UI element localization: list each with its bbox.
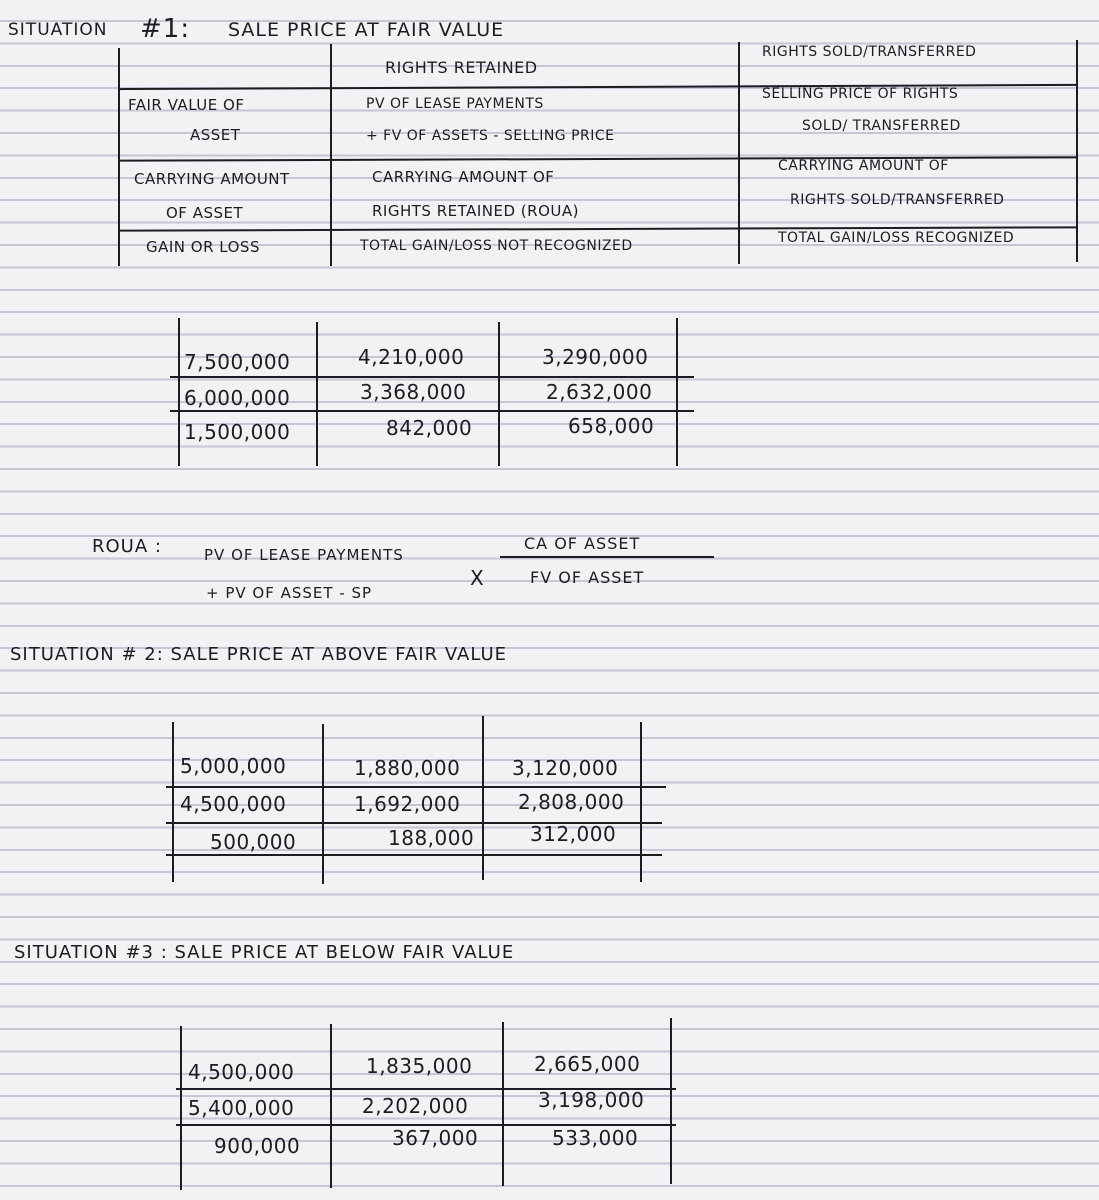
amount-cell: 1,880,000 xyxy=(354,756,461,780)
situation-3-heading: SITUATION #3 : SALE PRICE AT BELOW FAIR VALUE xyxy=(14,942,515,963)
grid-line xyxy=(676,318,678,466)
table-divider-1 xyxy=(330,44,332,266)
amount-cell: 2,632,000 xyxy=(546,380,653,404)
header-rights-retained: RIGHTS RETAINED xyxy=(385,58,538,77)
amount-cell: 4,210,000 xyxy=(358,345,465,369)
grid-line xyxy=(502,1022,504,1186)
amount-cell: 3,198,000 xyxy=(538,1088,645,1112)
situation-2-heading: SITUATION # 2: SALE PRICE AT ABOVE FAIR VALUE xyxy=(10,644,507,665)
row-label-line-1: CARRYING AMOUNT xyxy=(134,170,290,188)
amount-cell: 3,290,000 xyxy=(542,345,649,369)
amount-cell: 533,000 xyxy=(552,1126,639,1150)
grid-rule xyxy=(166,854,662,856)
multiply-sign: X xyxy=(470,566,485,590)
grid-line xyxy=(498,322,500,466)
grid-rule xyxy=(166,786,666,788)
roua-label: ROUA : xyxy=(92,536,162,557)
amount-cell: 5,000,000 xyxy=(180,754,287,778)
amount-cell: 188,000 xyxy=(388,826,475,850)
amount-cell: 842,000 xyxy=(386,416,473,440)
row-label-line-1: FAIR VALUE OF xyxy=(128,96,245,114)
amount-cell: 7,500,000 xyxy=(184,350,291,374)
sold-line-1: SELLING PRICE OF RIGHTS xyxy=(762,86,959,102)
row-label-line-2: ASSET xyxy=(190,126,241,144)
table-divider-2 xyxy=(738,42,740,264)
amount-cell: 900,000 xyxy=(214,1134,301,1158)
amount-cell: 1,835,000 xyxy=(366,1054,473,1078)
situation-title: SALE PRICE AT FAIR VALUE xyxy=(228,19,505,41)
sold-line-1: CARRYING AMOUNT OF xyxy=(778,158,949,174)
fraction-denominator: FV OF ASSET xyxy=(530,568,645,587)
grid-line xyxy=(670,1018,672,1184)
amount-cell: 6,000,000 xyxy=(184,386,291,410)
amount-cell: 3,120,000 xyxy=(512,756,619,780)
amount-cell: 5,400,000 xyxy=(188,1096,295,1120)
sold-line-2: SOLD/ TRANSFERRED xyxy=(802,118,961,134)
amount-cell: 3,368,000 xyxy=(360,380,467,404)
retained-line-1: TOTAL GAIN/LOSS NOT RECOGNIZED xyxy=(360,238,633,254)
sold-line-2: RIGHTS SOLD/TRANSFERRED xyxy=(790,192,1005,208)
amount-cell: 658,000 xyxy=(568,414,655,438)
row-label-line-2: OF ASSET xyxy=(166,204,244,222)
grid-line xyxy=(330,1024,332,1188)
retained-line-1: PV OF LEASE PAYMENTS xyxy=(366,96,544,112)
grid-rule xyxy=(170,376,694,378)
fraction-bar xyxy=(500,556,714,558)
amount-cell: 367,000 xyxy=(392,1126,479,1150)
grid-line xyxy=(316,322,318,466)
retained-line-2: + FV OF ASSETS - SELLING PRICE xyxy=(366,128,615,144)
roua-numerator-line-1: PV OF LEASE PAYMENTS xyxy=(204,546,404,564)
amount-cell: 1,500,000 xyxy=(184,420,291,444)
amount-cell: 2,665,000 xyxy=(534,1052,641,1076)
grid-line xyxy=(180,1026,182,1190)
grid-rule xyxy=(170,410,694,412)
roua-numerator-line-2: + PV OF ASSET - SP xyxy=(206,584,373,602)
retained-line-1: CARRYING AMOUNT OF xyxy=(372,168,555,186)
header-rights-sold: RIGHTS SOLD/TRANSFERRED xyxy=(762,44,977,60)
retained-line-2: RIGHTS RETAINED (ROUA) xyxy=(372,202,579,220)
amount-cell: 1,692,000 xyxy=(354,792,461,816)
amount-cell: 2,808,000 xyxy=(518,790,625,814)
table-border-left xyxy=(118,48,120,266)
situation-label: SITUATION xyxy=(8,20,108,40)
amount-cell: 312,000 xyxy=(530,822,617,846)
amount-cell: 4,500,000 xyxy=(180,792,287,816)
grid-line xyxy=(640,722,642,882)
table-border-right xyxy=(1076,40,1078,262)
amount-cell: 2,202,000 xyxy=(362,1094,469,1118)
fraction-numerator: CA OF ASSET xyxy=(524,534,641,553)
situation-number: #1: xyxy=(140,14,191,44)
amount-cell: 500,000 xyxy=(210,830,297,854)
grid-line xyxy=(172,722,174,882)
grid-line xyxy=(178,318,180,466)
sold-line-1: TOTAL GAIN/LOSS RECOGNIZED xyxy=(778,230,1015,246)
grid-line xyxy=(322,724,324,884)
amount-cell: 4,500,000 xyxy=(188,1060,295,1084)
row-label-line-1: GAIN OR LOSS xyxy=(146,238,260,256)
